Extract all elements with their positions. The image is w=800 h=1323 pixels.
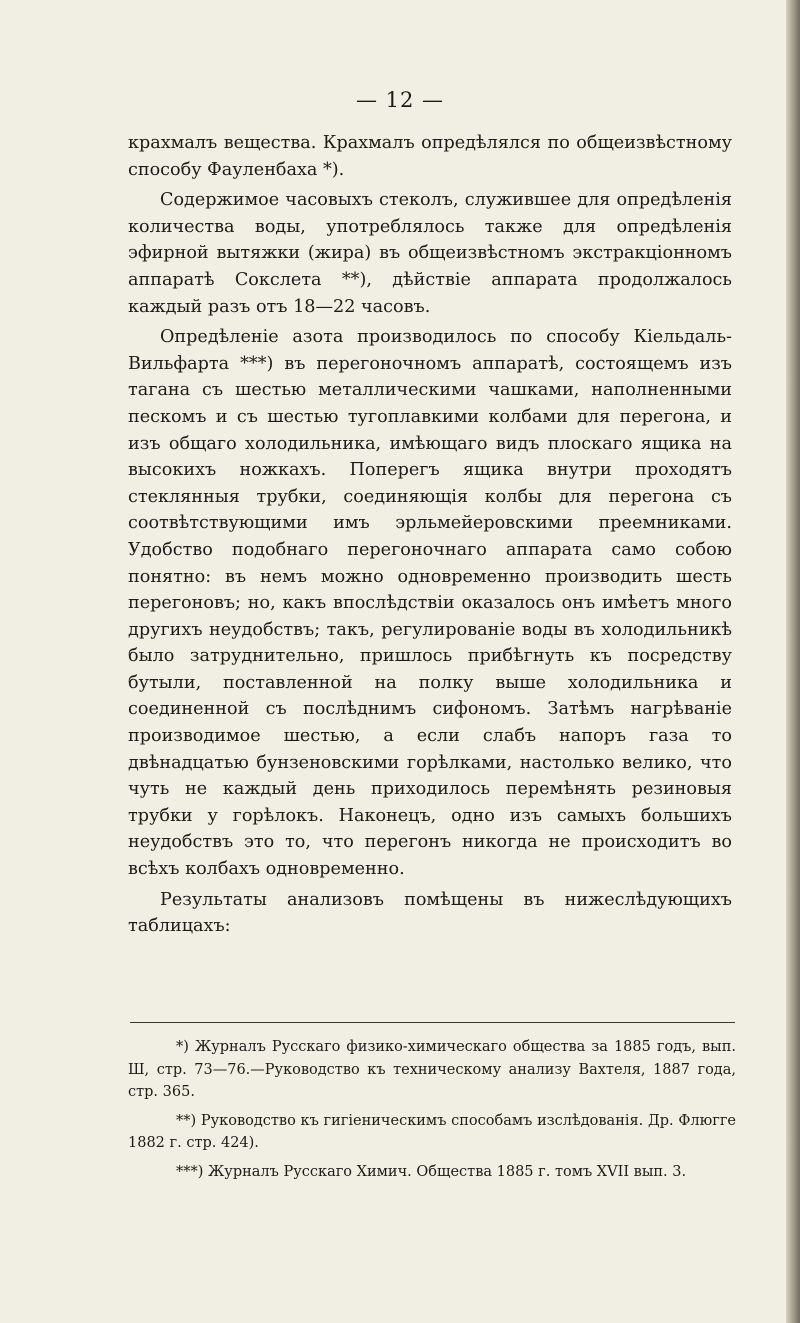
footnote-2: **) Руководство къ гигіеническимъ способамъ изслѣдованія. Др. Флюгге 1882 г. стр. 424). [128, 1112, 736, 1151]
footnote-divider [130, 1022, 735, 1023]
paragraph-nitrogen: Опредѣленіе азота производилось по способу Кіельдаль-Вильфарта ***) въ перегоночномъ аппаратѣ, состоящемъ изъ тагана съ шестью металлическими чашками, наполненными пескомъ и съ шестью тугоплавкими колбами для перегона, и изъ общаго холодильника, имѣющаго видъ плоскаго ящика на высокихъ ножкахъ. Поперегъ ящика внутри проходятъ стеклянныя трубки, соединяющія колбы для перегона съ соотвѣтствующими имъ эрльмейеровскими преемниками. Удобство подобнаго перегоночнаго аппарата само собою понятно: въ немъ можно одновременно производить шесть перегоновъ; но, какъ впослѣдствіи оказалось онъ имѣетъ много другихъ неудобствъ; такъ, регулированіе воды въ холодильникѣ было затруднительно, пришлось прибѣгнуть къ посредству бутыли, поставленной на полку выше холодильника и соединенной съ послѣднимъ сифономъ. Затѣмъ нагрѣваніе производимое шестью, а если слабъ напоръ газа то двѣнадцатью бунзеновскими горѣлками, настолько велико, что чуть не каждый день приходилось перемѣнять резиновыя трубки у горѣлокъ. Наконецъ, одно изъ самыхъ большихъ неудобствъ это то, что перегонъ никогда не происходитъ во всѣхъ колбахъ одновременно. [128, 327, 732, 880]
paragraph-starch: крахмалъ вещества. Крахмалъ опредѣлялся по общеизвѣстному способу Фауленбаха *). [128, 133, 732, 180]
footnote-3: ***) Журналъ Русскаго Химич. Общества 1885 г. томъ XVII вып. 3. [176, 1163, 687, 1180]
paragraph-water-fat: Содержимое часовыхъ стеколъ, служившее для опредѣленія количества воды, употреблялось также для опредѣленія эфирной вытяжки (жира) въ общеизвѣстномъ экстракціонномъ аппаратѣ Сокслета **), дѣйствіе аппарата продолжалось каждый разъ отъ 18—22 часовъ. [128, 190, 732, 317]
page-number: — 12 — [355, 88, 445, 112]
footnotes [128, 1036, 736, 1189]
paragraph-results: Результаты анализовъ помѣщены въ нижеслѣдующихъ таблицахъ: [128, 889, 732, 937]
page-edge-shadow [786, 0, 800, 1323]
footnote-1: *) Журналъ Русскаго физико-химическаго общества за 1885 годъ, вып. Ш, стр. 73—76.—Руководство къ техническому анализу Вахтеля, 1887 года, стр. 365. [128, 1039, 736, 1100]
main-text [128, 130, 732, 944]
